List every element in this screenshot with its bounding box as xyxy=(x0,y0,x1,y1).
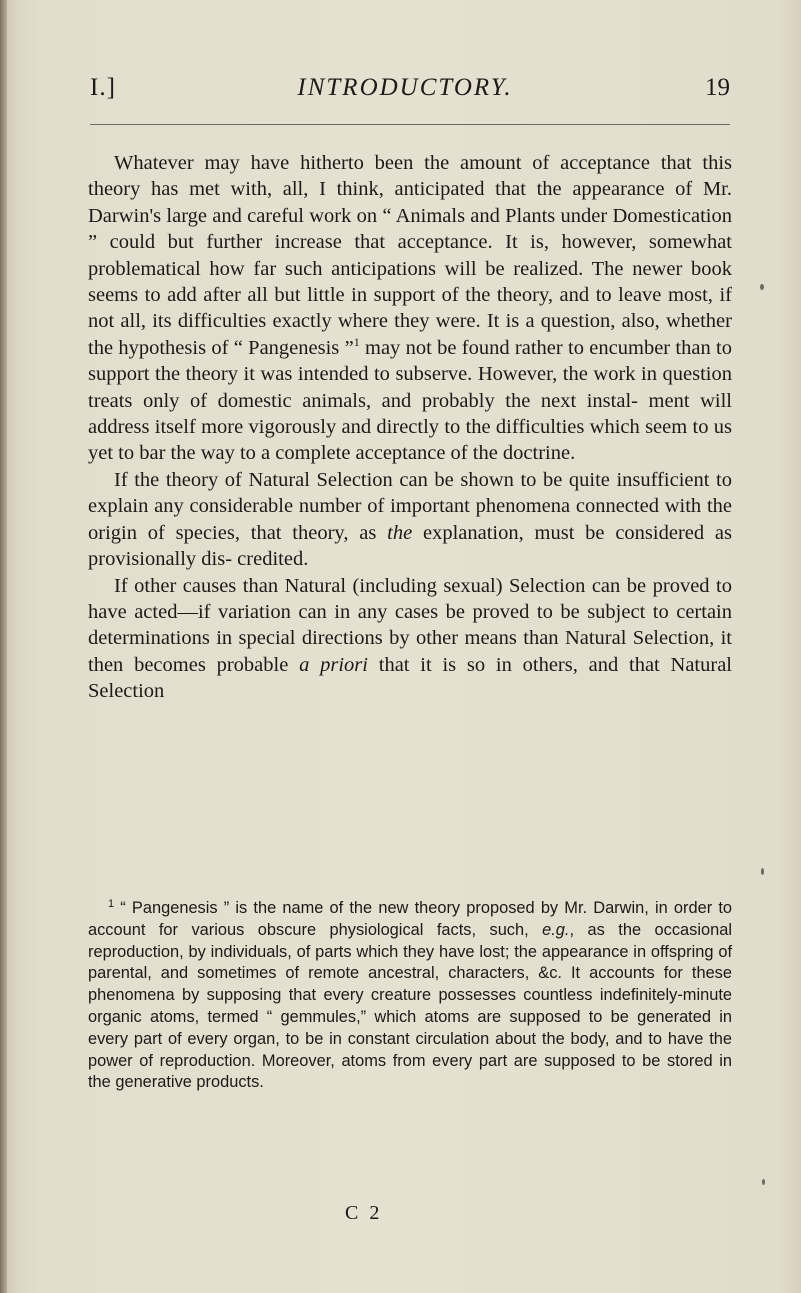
ink-speck xyxy=(760,284,764,290)
footnote-reference: 1 xyxy=(353,334,360,349)
paragraph-3: If other causes than Natural (including sexual) Selection can be proved to have acted—if variation can in any cases be proved to be subject to certain determinations in special directions by other means than Natural Selection, it then becomes probable a priori that it is so in others, and that Natural Selection xyxy=(88,574,732,703)
page-number: 19 xyxy=(705,74,730,101)
ink-speck xyxy=(762,1179,765,1185)
signature-mark: C 2 xyxy=(345,1202,383,1224)
footnote-marker: 1 xyxy=(108,898,115,910)
running-title: INTRODUCTORY. xyxy=(297,74,513,101)
footnote-1: $^1$ “ Pangenesis ” is the name of the new theory proposed by Mr. Darwin, in order to account for various obscure physiological facts, such, e.g., as the occasional reproduction, by individuals, of parts which they have lost; the appearance in offspring of parental, and sometimes of remote ancestral, characters, &c. It accounts for these phenomena by supposing that every creature possesses countless indefinitely-minute organic atoms, termed “ gemmules,” which atoms are supposed to be generated in every part of every organ, to be in constant circulation about the body, and to have the power of reproduction. Moreover, atoms from every part are supposed to be stored in the generative products. xyxy=(88,898,732,1092)
page-binding-edge xyxy=(0,0,7,1293)
footnotes xyxy=(88,898,732,1094)
running-header xyxy=(90,74,730,110)
paragraph-2: If the theory of Natural Selection can be shown to be quite insufficient to explain any considerable number of important phenomena connected with the origin of species, that theory, as the explanation, must be considered as provisionally dis- credited. xyxy=(88,468,732,571)
body-text xyxy=(88,150,732,705)
ink-speck xyxy=(761,868,764,875)
paragraph-1: Whatever may have hitherto been the amount of acceptance that this theory has met with, all, I think, anticipated that the appearance of Mr. Darwin's large and careful work on “ Animals and Plants under Domestication ” could but further increase that acceptance. It is, however, somewhat problematical how far such anticipations will be realized. The newer book seems to add after all but little in support of the theory, and to leave most, if not all, its difficulties exactly where they were. It is a question, also, whether the hypothesis of “ Pangenesis ”$^1$ may not be found rather to encumber than to support the theory it was intended to subserve. However, the work in question treats only of domestic animals, and probably the next instal- ment will address itself more vigorously and directly to the difficulties which seem to us yet to bar the way to a complete acceptance of the doctrine. xyxy=(88,152,732,465)
header-rule xyxy=(90,124,730,125)
chapter-number: I.] xyxy=(90,74,116,101)
